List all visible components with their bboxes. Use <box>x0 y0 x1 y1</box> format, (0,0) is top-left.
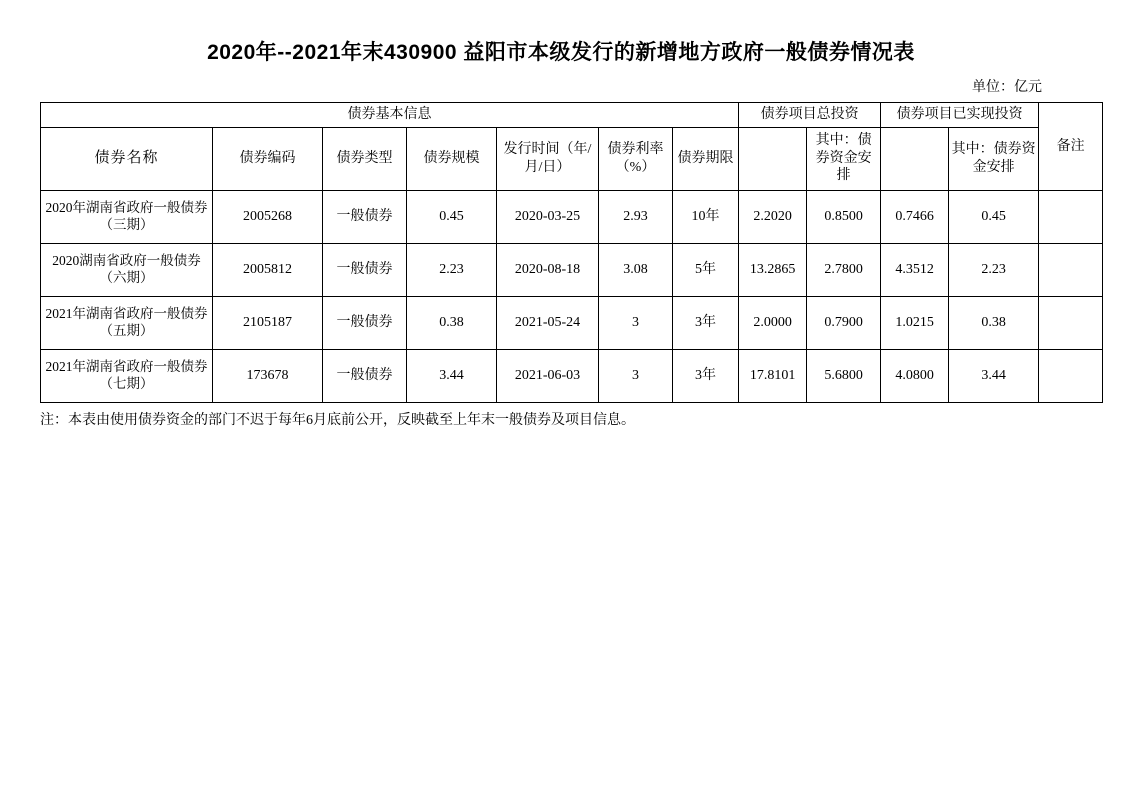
cell-bond-scale: 0.38 <box>407 296 497 349</box>
cell-total-investment: 17.8101 <box>739 349 807 402</box>
group-header-realized-investment: 债券项目已实现投资 <box>881 103 1039 128</box>
cell-bond-type: 一般债券 <box>323 190 407 243</box>
cell-bond-code: 173678 <box>213 349 323 402</box>
column-header-realized-sub: 其中：债券资金安排 <box>949 127 1039 190</box>
column-header-total-investment-amount <box>739 127 807 190</box>
column-header-realized-investment-amount <box>881 127 949 190</box>
table-row <box>41 349 1103 402</box>
cell-realized-investment: 4.3512 <box>881 243 949 296</box>
cell-rate: 2.93 <box>599 190 673 243</box>
cell-remark <box>1039 349 1103 402</box>
cell-total-sub: 0.7900 <box>807 296 881 349</box>
cell-total-investment: 2.0000 <box>739 296 807 349</box>
cell-term: 3年 <box>673 296 739 349</box>
table-container <box>0 96 1122 403</box>
cell-realized-investment: 4.0800 <box>881 349 949 402</box>
column-header-rate: 债券利率（%） <box>599 127 673 190</box>
table-note: 注：本表由使用债券资金的部门不迟于每年6月底前公开，反映截至上年末一般债券及项目信息。 <box>40 412 635 428</box>
cell-bond-scale: 2.23 <box>407 243 497 296</box>
cell-realized-investment: 1.0215 <box>881 296 949 349</box>
cell-bond-name: 2020湖南省政府一般债券（六期） <box>41 243 213 296</box>
cell-realized-sub: 0.38 <box>949 296 1039 349</box>
column-header-term: 债券期限 <box>673 127 739 190</box>
group-header-total-investment: 债券项目总投资 <box>739 103 881 128</box>
column-header-name: 债券名称 <box>41 127 213 190</box>
cell-rate: 3 <box>599 296 673 349</box>
cell-bond-name: 2021年湖南省政府一般债券（五期） <box>41 296 213 349</box>
cell-rate: 3.08 <box>599 243 673 296</box>
column-header-remark: 备注 <box>1039 103 1103 191</box>
cell-term: 5年 <box>673 243 739 296</box>
cell-total-sub: 0.8500 <box>807 190 881 243</box>
column-header-type: 债券类型 <box>323 127 407 190</box>
cell-bond-name: 2020年湖南省政府一般债券（三期） <box>41 190 213 243</box>
cell-term: 3年 <box>673 349 739 402</box>
cell-bond-scale: 0.45 <box>407 190 497 243</box>
cell-remark <box>1039 243 1103 296</box>
table-row <box>41 243 1103 296</box>
cell-bond-type: 一般债券 <box>323 243 407 296</box>
column-header-scale: 债券规模 <box>407 127 497 190</box>
cell-remark <box>1039 190 1103 243</box>
cell-total-investment: 2.2020 <box>739 190 807 243</box>
cell-realized-sub: 0.45 <box>949 190 1039 243</box>
cell-bond-type: 一般债券 <box>323 296 407 349</box>
table-row <box>41 296 1103 349</box>
page-title: 2020年--2021年末430900 益阳市本级发行的新增地方政府一般债券情况表 <box>207 41 915 64</box>
column-header-total-sub: 其中：债券资金安排 <box>807 127 881 190</box>
cell-bond-code: 2005268 <box>213 190 323 243</box>
cell-realized-sub: 2.23 <box>949 243 1039 296</box>
cell-term: 10年 <box>673 190 739 243</box>
cell-total-sub: 5.6800 <box>807 349 881 402</box>
table-row <box>41 190 1103 243</box>
column-header-row <box>41 127 1103 190</box>
table-body <box>41 190 1103 402</box>
cell-issue-date: 2021-06-03 <box>497 349 599 402</box>
cell-remark <box>1039 296 1103 349</box>
cell-total-sub: 2.7800 <box>807 243 881 296</box>
unit-label: 单位：亿元 <box>972 80 1042 95</box>
bond-table <box>40 102 1103 403</box>
cell-bond-name: 2021年湖南省政府一般债券（七期） <box>41 349 213 402</box>
cell-issue-date: 2020-08-18 <box>497 243 599 296</box>
cell-realized-sub: 3.44 <box>949 349 1039 402</box>
column-header-code: 债券编码 <box>213 127 323 190</box>
cell-issue-date: 2021-05-24 <box>497 296 599 349</box>
group-header-row <box>41 103 1103 128</box>
cell-total-investment: 13.2865 <box>739 243 807 296</box>
table-head <box>41 103 1103 191</box>
group-header-basic-info: 债券基本信息 <box>41 103 739 128</box>
cell-bond-scale: 3.44 <box>407 349 497 402</box>
cell-rate: 3 <box>599 349 673 402</box>
cell-issue-date: 2020-03-25 <box>497 190 599 243</box>
cell-bond-code: 2005812 <box>213 243 323 296</box>
cell-realized-investment: 0.7466 <box>881 190 949 243</box>
cell-bond-code: 2105187 <box>213 296 323 349</box>
column-header-issue-date: 发行时间（年/月/日） <box>497 127 599 190</box>
cell-bond-type: 一般债券 <box>323 349 407 402</box>
